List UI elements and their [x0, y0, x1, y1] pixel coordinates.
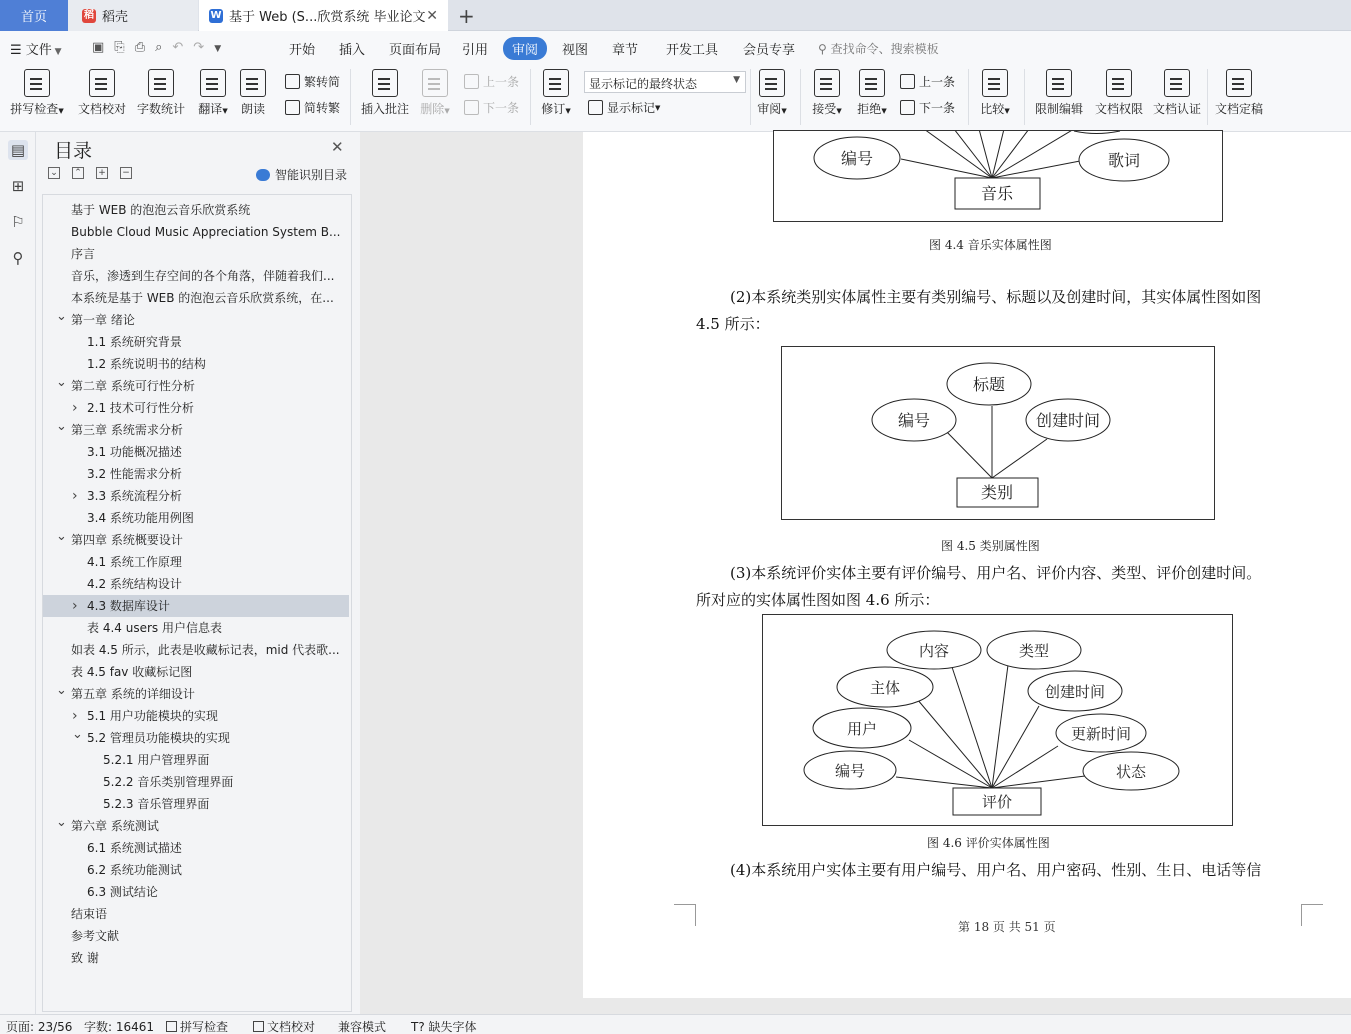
prev-change-icon: [900, 74, 915, 89]
certify-doc-icon: [1164, 69, 1190, 97]
toc-item-label: 2.1 技术可行性分析: [87, 401, 194, 415]
toc-item[interactable]: [43, 353, 349, 375]
er-entity-label: 音乐: [980, 184, 1014, 203]
undo-icon[interactable]: ↶: [172, 40, 194, 55]
chevron-down-icon: ▼: [444, 107, 450, 115]
save-icon[interactable]: ▣: [92, 40, 115, 55]
toc-panel: [36, 132, 360, 1014]
toc-item-label: 5.2.3 音乐管理界面: [103, 797, 210, 811]
er-attr-label: 类型: [1018, 642, 1050, 660]
toc-item-label: 3.3 系统流程分析: [87, 489, 182, 503]
status-spell-check[interactable]: [166, 1018, 228, 1034]
toc-item-label: 5.2.2 音乐类别管理界面: [103, 775, 234, 789]
prev-comment-label: 上一条: [483, 75, 520, 89]
doc-permission-button[interactable]: [1092, 69, 1146, 117]
doc-certify-button[interactable]: [1150, 69, 1204, 117]
body-paragraph: 4.5 所示：: [696, 315, 770, 333]
figure-4-5: [781, 346, 1215, 520]
chevron-down-icon: ▼: [58, 107, 64, 115]
spell-check-button[interactable]: [6, 69, 68, 117]
er-attr-label: 主体: [869, 679, 901, 697]
search-icon: ⚲: [818, 42, 831, 56]
toc-item[interactable]: [43, 705, 349, 727]
toc-item[interactable]: [43, 309, 349, 331]
chevron-right-icon[interactable]: ›: [72, 598, 78, 614]
chevron-down-icon[interactable]: ⌄: [72, 727, 83, 742]
toc-item[interactable]: [43, 903, 349, 925]
show-markup-button[interactable]: [588, 99, 660, 116]
er-diagram-music: [774, 131, 1224, 223]
checkbox-icon: [253, 1021, 264, 1032]
body-paragraph: (3)本系统评价实体主要有评价编号、用户名、评价内容、类型、评价创建时间。: [730, 564, 1262, 582]
word-count-indicator[interactable]: 字数: 16461: [84, 1020, 155, 1034]
toc-item-label: 5.1 用户功能模块的实现: [87, 709, 218, 723]
chevron-down-icon[interactable]: ⌄: [56, 529, 67, 544]
toc-panel-icon[interactable]: ▤: [8, 140, 28, 160]
toc-item[interactable]: [43, 639, 349, 661]
ribbon-divider: [750, 69, 751, 125]
word-count-label: 字数统计: [136, 102, 185, 116]
daoke-icon: 稻: [84, 9, 94, 21]
missing-font-label: 缺失字体: [428, 1020, 477, 1034]
toc-item[interactable]: [43, 595, 349, 617]
menu-tab-devtools[interactable]: 开发工具: [666, 43, 719, 58]
toc-item-label: 4.2 系统结构设计: [87, 577, 182, 591]
menu-tab-chapter[interactable]: 章节: [612, 43, 639, 58]
translate-button[interactable]: [193, 69, 233, 117]
simp-to-trad-label: 简转繁: [304, 101, 341, 115]
spell-check-icon: [24, 69, 50, 97]
print-preview-icon[interactable]: ⌕: [155, 40, 173, 55]
prev-comment-icon: [464, 74, 479, 89]
chevron-down-icon[interactable]: ⌄: [56, 375, 67, 390]
doc-certify-label: 文档认证: [1152, 102, 1201, 116]
er-entity-label: 类别: [980, 483, 1014, 502]
toc-item[interactable]: [43, 221, 349, 243]
toc-item-label: 3.4 系统功能用例图: [87, 511, 194, 525]
restrict-edit-label: 限制编辑: [1034, 102, 1083, 116]
redo-icon[interactable]: ↷: [193, 40, 215, 55]
toc-item-label: 4.1 系统工作原理: [87, 555, 182, 569]
tab-daoke[interactable]: [68, 0, 198, 31]
simp-to-trad-button[interactable]: [285, 99, 340, 116]
toc-item[interactable]: [43, 243, 349, 265]
toc-item-label: 本系统是基于 WEB 的泡泡云音乐欣赏系统，在...: [71, 291, 334, 305]
compare-icon: [982, 69, 1008, 97]
menu-tab-layout[interactable]: 页面布局: [389, 43, 442, 58]
toc-item[interactable]: [43, 199, 349, 221]
toc-item[interactable]: [43, 837, 349, 859]
word-count-icon: [148, 69, 174, 97]
prev-change-button[interactable]: [900, 73, 955, 90]
add-tab-icon[interactable]: +: [458, 4, 475, 28]
show-markup-label: 显示标记: [607, 101, 656, 115]
toc-item[interactable]: [43, 815, 349, 837]
checkbox-icon: [166, 1021, 177, 1032]
toc-item-label: 表 4.4 users 用户信息表: [87, 621, 222, 635]
lock-doc-icon: [1046, 69, 1072, 97]
chevron-down-icon: ▼: [655, 103, 661, 112]
customize-icon[interactable]: ▼: [214, 44, 232, 54]
expand-all-icon[interactable]: ⌄: [48, 167, 60, 179]
export-icon[interactable]: ⎘: [114, 40, 135, 55]
ribbon-divider: [800, 69, 801, 125]
toc-title: 目录: [54, 140, 93, 162]
left-sidebar-strip: [0, 132, 36, 1014]
chevron-right-icon[interactable]: ›: [72, 488, 78, 504]
menu-tab-reference[interactable]: 引用: [462, 43, 489, 58]
comment-add-icon: [372, 69, 398, 97]
command-search-placeholder: 查找命令、搜索模板: [830, 42, 939, 56]
delete-comment-button[interactable]: [417, 69, 453, 117]
toc-item[interactable]: [43, 925, 349, 947]
er-attr-label: 内容: [918, 642, 950, 660]
compat-mode[interactable]: 兼容模式: [338, 1020, 387, 1034]
toc-item-label: 3.1 功能概况描述: [87, 445, 182, 459]
body-paragraph: (4)本系统用户实体主要有用户编号、用户名、用户密码、性别、生日、电话等信: [730, 861, 1262, 879]
translate-label: 翻译: [198, 102, 223, 116]
word-count-button[interactable]: [134, 69, 188, 117]
figure-caption: 图 4.6 评价实体属性图: [927, 836, 1050, 850]
bookmark-icon[interactable]: ⚐: [11, 213, 25, 231]
chevron-down-icon: ▼: [881, 107, 887, 115]
toc-item[interactable]: [43, 375, 349, 397]
markup-state-select[interactable]: [584, 71, 746, 93]
er-attr-label: 编号: [834, 762, 866, 780]
menu-bar: [0, 31, 1351, 63]
menu-tab-view[interactable]: 视图: [562, 43, 589, 58]
ribbon-divider: [350, 69, 351, 125]
restrict-edit-button[interactable]: [1032, 69, 1086, 117]
review-pane-label: 审阅: [757, 102, 782, 116]
review-pane-icon: [759, 69, 785, 97]
tab-daoke-label: 稻壳: [102, 10, 129, 25]
menu-tab-insert[interactable]: 插入: [339, 43, 366, 58]
doc-proofread-button[interactable]: [74, 69, 130, 117]
toc-item[interactable]: [43, 683, 349, 705]
chevron-down-icon[interactable]: ⌄: [56, 815, 67, 830]
toc-item-label: 3.2 性能需求分析: [87, 467, 182, 481]
chevron-right-icon[interactable]: ›: [72, 400, 78, 416]
compare-button[interactable]: [976, 69, 1014, 117]
chevron-down-icon: ▼: [222, 107, 228, 115]
tab-document[interactable]: [199, 0, 448, 31]
er-attr-label: 更新时间: [1070, 725, 1132, 743]
word-doc-icon: W: [210, 9, 222, 21]
close-tab-icon[interactable]: ✕: [426, 8, 438, 24]
toc-item[interactable]: [43, 793, 349, 815]
toc-item[interactable]: [43, 551, 349, 573]
page-corner-mark: [674, 904, 696, 926]
missing-font-icon: T?: [411, 1020, 429, 1034]
chevron-down-icon[interactable]: ⌄: [56, 309, 67, 324]
toc-item[interactable]: [43, 485, 349, 507]
trad-to-simp-label: 繁转简: [304, 75, 341, 89]
markup-state-value: 显示标记的最终状态: [589, 77, 698, 91]
toc-item-label: 表 4.5 fav 收藏标记图: [71, 665, 193, 679]
toc-item[interactable]: [43, 881, 349, 903]
accept-change-icon: [814, 69, 840, 97]
toc-item-label: 第五章 系统的详细设计: [71, 687, 195, 701]
toc-item-label: 音乐，渗透到生存空间的各个角落，伴随着我们...: [71, 269, 335, 283]
toc-item[interactable]: [43, 727, 349, 749]
toc-item-label: 第三章 系统需求分析: [71, 423, 183, 437]
er-diagram-category: [782, 347, 1216, 521]
toc-item[interactable]: [43, 441, 349, 463]
er-attr-label: 创建时间: [1044, 683, 1106, 701]
toc-item-label: 5.2.1 用户管理界面: [103, 753, 210, 767]
chevron-right-icon[interactable]: ›: [72, 708, 78, 724]
chapter-nav-icon[interactable]: ⊞: [11, 177, 25, 195]
search-icon[interactable]: ⚲: [12, 249, 24, 267]
next-change-button[interactable]: [900, 99, 955, 116]
toc-item[interactable]: [43, 397, 349, 419]
simp-to-trad-icon: [285, 100, 300, 115]
prev-comment-button[interactable]: [464, 73, 519, 90]
chevron-down-icon: ▼: [51, 47, 62, 57]
accept-button[interactable]: [808, 69, 846, 117]
tab-home[interactable]: [0, 0, 68, 31]
insert-comment-label: 插入批注: [360, 102, 409, 116]
toc-item[interactable]: [43, 573, 349, 595]
toc-item-label: 5.2 管理员功能模块的实现: [87, 731, 230, 745]
toc-item-label: 第四章 系统概要设计: [71, 533, 183, 547]
er-attr-label: 创建时间: [1035, 411, 1101, 430]
body-paragraph: (2)本系统类别实体属性主要有类别编号、标题以及创建时间，其实体属性图如图: [730, 288, 1262, 306]
toc-item-label: 6.2 系统功能测试: [87, 863, 182, 877]
body-paragraph: 所对应的实体属性图如图 4.6 所示：: [696, 591, 940, 609]
toc-item[interactable]: [43, 749, 349, 771]
doc-permission-label: 文档权限: [1094, 102, 1143, 116]
review-pane-button[interactable]: [754, 69, 790, 117]
menu-tab-start[interactable]: 开始: [289, 43, 316, 58]
remove-heading-icon[interactable]: −: [120, 167, 132, 179]
doc-proofread-label: 文档校对: [77, 102, 126, 116]
collapse-all-icon[interactable]: ⌃: [72, 167, 84, 179]
ribbon-divider: [530, 69, 531, 125]
show-markup-icon: [588, 100, 603, 115]
document-area: [360, 132, 1351, 1014]
figure-4-4: [773, 130, 1223, 222]
page-indicator[interactable]: 页面: 23/56: [6, 1020, 73, 1034]
toc-item-label: 参考文献: [71, 929, 120, 943]
tab-home-label: 首页: [20, 10, 47, 25]
toc-item-label: 序言: [71, 247, 96, 261]
proofread-icon: [89, 69, 115, 97]
status-proofread-label: 文档校对: [267, 1020, 316, 1034]
er-attribute-ellipse: [1074, 131, 1120, 134]
chevron-down-icon: ▼: [836, 107, 842, 115]
toc-item-label: 1.2 系统说明书的结构: [87, 357, 206, 371]
chevron-down-icon: ▼: [781, 107, 787, 115]
toc-item-label: 1.1 系统研究背景: [87, 335, 182, 349]
toc-item-label: 结束语: [71, 907, 108, 921]
toc-item[interactable]: [43, 265, 349, 287]
quick-access-toolbar: [92, 40, 231, 55]
finalize-doc-icon: [1226, 69, 1252, 97]
er-attr-label: 状态: [1115, 763, 1147, 781]
er-attr-label: 用户: [846, 720, 878, 738]
track-changes-button[interactable]: [536, 69, 576, 117]
next-change-label: 下一条: [919, 101, 956, 115]
window-tab-bar: [0, 0, 1351, 31]
tab-document-label: 基于 Web (S...欣赏系统 毕业论文: [229, 10, 426, 25]
chevron-down-icon[interactable]: ⌄: [56, 419, 67, 434]
chevron-down-icon: ▼: [1004, 107, 1010, 115]
read-aloud-icon: [240, 69, 266, 97]
toc-item-label: 第二章 系统可行性分析: [71, 379, 195, 393]
ribbon-divider: [1207, 69, 1208, 125]
toc-item[interactable]: [43, 947, 349, 969]
review-ribbon: [0, 63, 1351, 132]
toc-item[interactable]: [43, 617, 349, 639]
print-icon[interactable]: ⎙: [134, 40, 156, 55]
toc-item-label: 4.3 数据库设计: [87, 599, 170, 613]
toc-item-label: 如表 4.5 所示，此表是收藏标记表，mid 代表歌...: [71, 643, 340, 657]
next-comment-button[interactable]: [464, 99, 519, 116]
page-number: 第 18 页 共 51 页: [958, 920, 1056, 934]
comment-delete-icon: [422, 69, 448, 97]
doc-finalize-button[interactable]: [1212, 69, 1266, 117]
trad-to-simp-icon: [285, 74, 300, 89]
read-aloud-button[interactable]: [238, 69, 268, 117]
toc-item-label: 基于 WEB 的泡泡云音乐欣赏系统: [71, 203, 251, 217]
reject-button[interactable]: [853, 69, 891, 117]
figure-caption: 图 4.4 音乐实体属性图: [929, 238, 1052, 252]
toc-item[interactable]: [43, 661, 349, 683]
delete-comment-label: 删除: [420, 102, 445, 116]
file-menu-label: 文件: [25, 43, 52, 58]
figure-caption: 图 4.5 类别属性图: [941, 539, 1040, 553]
er-diagram-review: [763, 615, 1234, 827]
toc-item[interactable]: [43, 507, 349, 529]
add-heading-icon[interactable]: +: [96, 167, 108, 179]
figure-4-6: [762, 614, 1233, 826]
hamburger-icon: ☰: [10, 43, 26, 58]
toc-item[interactable]: [43, 331, 349, 353]
track-changes-label: 修订: [541, 102, 566, 116]
next-comment-label: 下一条: [483, 101, 520, 115]
chevron-down-icon[interactable]: ⌄: [56, 683, 67, 698]
reject-label: 拒绝: [857, 102, 882, 116]
toc-item-label: 6.1 系统测试描述: [87, 841, 182, 855]
ai-toc-label: 智能识别目录: [275, 168, 348, 182]
prev-change-label: 上一条: [919, 75, 956, 89]
next-comment-icon: [464, 100, 479, 115]
ai-toc-button[interactable]: [256, 166, 347, 183]
toc-item-label: 第一章 绪论: [71, 313, 135, 327]
er-attr-label: 歌词: [1107, 151, 1141, 170]
ribbon-divider: [968, 69, 969, 125]
compare-label: 比较: [980, 102, 1005, 116]
close-icon[interactable]: ✕: [331, 138, 344, 156]
toc-item[interactable]: [43, 529, 349, 551]
status-spell-check-label: 拼写检查: [180, 1020, 229, 1034]
status-proofread[interactable]: [253, 1018, 315, 1034]
doc-finalize-label: 文档定稿: [1214, 102, 1263, 116]
toc-item[interactable]: [43, 859, 349, 881]
next-change-icon: [900, 100, 915, 115]
translate-icon: [200, 69, 226, 97]
toc-item-label: Bubble Cloud Music Appreciation System B...: [71, 225, 341, 239]
chevron-down-icon: ▼: [733, 75, 740, 85]
toc-list: [42, 194, 352, 1012]
toc-item[interactable]: [43, 287, 349, 309]
file-menu[interactable]: [10, 39, 62, 58]
menu-tab-member[interactable]: 会员专享: [743, 43, 796, 58]
er-entity-label: 评价: [981, 793, 1013, 811]
er-attr-label: 编号: [840, 149, 874, 168]
ribbon-divider: [1024, 69, 1025, 125]
accept-label: 接受: [812, 102, 837, 116]
toc-item-label: 致 谢: [71, 951, 99, 965]
missing-font-indicator[interactable]: [411, 1018, 477, 1034]
insert-comment-button[interactable]: [358, 69, 412, 117]
document-page: [583, 132, 1351, 998]
chevron-down-icon: ▼: [565, 107, 571, 115]
toc-item-label: 6.3 测试结论: [87, 885, 158, 899]
toc-item[interactable]: [43, 463, 349, 485]
read-aloud-label: 朗读: [240, 102, 265, 116]
er-attr-label: 标题: [972, 375, 1006, 394]
trad-to-simp-button[interactable]: [285, 73, 340, 90]
track-changes-icon: [543, 69, 569, 97]
spell-check-label: 拼写检查: [10, 102, 59, 116]
status-bar: [0, 1014, 1351, 1034]
toc-item[interactable]: [43, 419, 349, 441]
toc-item-label: 第六章 系统测试: [71, 819, 159, 833]
reject-change-icon: [859, 69, 885, 97]
permission-doc-icon: [1106, 69, 1132, 97]
toc-item[interactable]: [43, 771, 349, 793]
command-search[interactable]: [818, 40, 939, 57]
er-attr-label: 编号: [897, 411, 931, 430]
page-corner-mark: [1301, 904, 1323, 926]
menu-tab-review[interactable]: 审阅: [503, 37, 547, 60]
ai-robot-icon: [256, 169, 270, 181]
